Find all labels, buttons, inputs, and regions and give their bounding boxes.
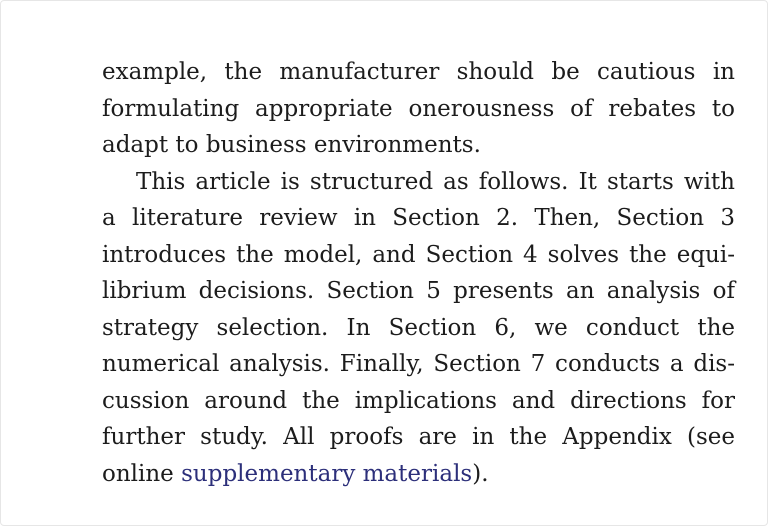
paragraph-1 [102,54,735,164]
paragraph-line: adapt to business environments. [102,132,481,158]
paragraph-line: example, the manufacturer should be cautious in [102,59,735,85]
paragraph-line: introduces the model, and Section 4 solves the equi- [102,241,735,268]
paragraph-line: This article is structured as follows. It starts with [136,168,735,195]
article-text [102,54,735,492]
paragraph-line: further study. All proofs are in the Appendix (see [102,424,735,450]
paragraph-line: librium decisions. Section 5 presents an analysis of [102,278,735,304]
line-suffix: ). [472,460,489,487]
paragraph-line: numerical analysis. Finally, Section 7 conducts a dis- [102,351,735,377]
line-prefix: online [102,460,182,487]
paragraph-2 [102,164,735,493]
paragraph-line: formulating appropriate onerousness of rebates to [102,95,735,122]
supplementary-materials-link[interactable]: supplementary materials [181,460,473,487]
paragraph-line: a literature review in Section 2. Then, Section 3 [102,205,735,231]
paragraph-line: cussion around the implications and directions for [102,387,735,414]
paragraph-line: strategy selection. In Section 6, we conduct the [102,314,735,341]
paragraph-line-final [102,456,735,493]
